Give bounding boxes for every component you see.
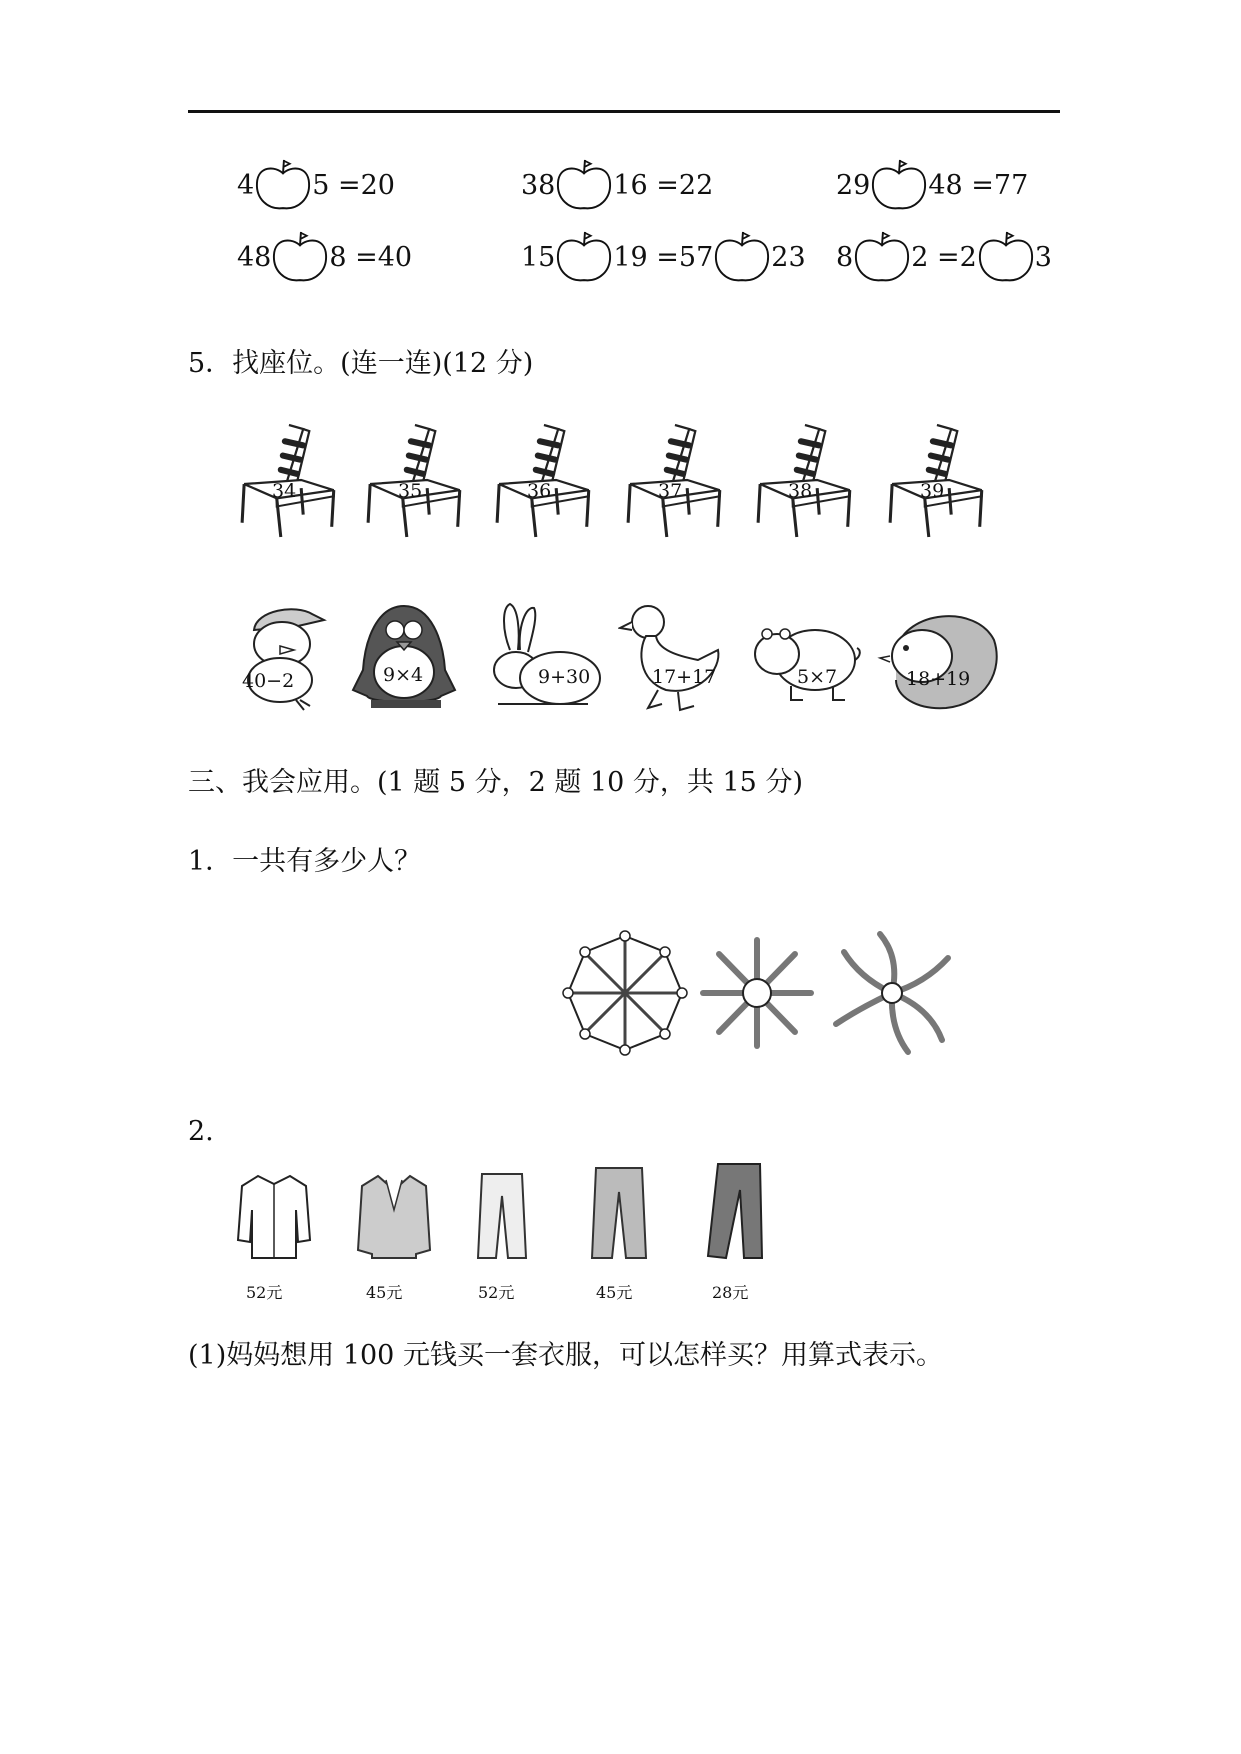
- question-5-title: 5．找座位。(连一连)(12 分): [188, 348, 534, 379]
- equation-operand: 29: [836, 169, 871, 201]
- equation-result: 5 =20: [312, 169, 395, 201]
- price-label: 45元: [366, 1283, 403, 1302]
- price-label: 52元: [246, 1283, 283, 1302]
- equation-operand: 15: [521, 241, 556, 273]
- animal-expression: 9×4: [383, 664, 424, 686]
- equation-operand: 23: [771, 241, 806, 273]
- equation-operand: 48: [237, 241, 272, 273]
- equation-5: [521, 230, 806, 284]
- apple-blank-icon[interactable]: [870, 158, 928, 212]
- people-formations: [560, 928, 940, 1058]
- chair-34[interactable]: [236, 420, 348, 542]
- apple-blank-icon[interactable]: [271, 230, 329, 284]
- people-circle-icon: [560, 928, 690, 1058]
- equation-operand: 4: [237, 169, 255, 201]
- animal-expression: 5×7: [797, 666, 838, 688]
- equation-2: [521, 158, 713, 212]
- chair-38[interactable]: [752, 420, 864, 542]
- chair-number: 34: [272, 480, 297, 502]
- people-star-icon: [695, 928, 820, 1058]
- animal-duck[interactable]: [618, 600, 726, 712]
- animal-penguin[interactable]: [351, 600, 457, 712]
- section-3-title: 三、我会应用。(1 题 5 分，2 题 10 分，共 15 分): [188, 767, 803, 798]
- equation-result: 8 =40: [329, 241, 413, 273]
- penguin-icon: [351, 600, 457, 712]
- clothes-item-pants-white[interactable]: [472, 1170, 552, 1300]
- question-2-1-text: (1)妈妈想用 100 元钱买一套衣服，可以怎样买？用算式表示。: [188, 1340, 943, 1371]
- price-label: 45元: [596, 1283, 633, 1302]
- hippo-icon: [751, 600, 861, 712]
- chair-37[interactable]: [622, 420, 734, 542]
- apple-blank-icon[interactable]: [853, 230, 911, 284]
- pants-gray-icon: [588, 1164, 650, 1262]
- duck-icon: [618, 600, 726, 712]
- pants-dark-icon: [704, 1160, 768, 1262]
- clothes-item-pants-dark[interactable]: [704, 1160, 784, 1300]
- question-1-title: 1．一共有多少人？: [188, 846, 422, 877]
- chair-number: 37: [658, 480, 683, 502]
- clothes-item-coat[interactable]: [236, 1170, 316, 1300]
- clothes-row: [236, 1170, 816, 1305]
- animal-chick[interactable]: [236, 600, 328, 712]
- chair-39[interactable]: [884, 420, 996, 542]
- animal-hedgehog[interactable]: [876, 600, 1006, 712]
- chair-35[interactable]: [362, 420, 474, 542]
- apple-blank-icon[interactable]: [555, 158, 613, 212]
- chair-number: 35: [398, 480, 423, 502]
- equation-operand: 3: [1034, 241, 1052, 273]
- equation-6: [836, 230, 1052, 284]
- top-rule: [188, 110, 1060, 113]
- animals-row: [236, 600, 1036, 715]
- equation-result: 19 =57: [613, 241, 714, 273]
- question-2-number: 2.: [188, 1116, 214, 1147]
- clothes-item-pants-gray[interactable]: [588, 1164, 668, 1300]
- hedgehog-icon: [876, 600, 1006, 712]
- pants-white-icon: [472, 1170, 532, 1262]
- equation-operand: 8: [836, 241, 854, 273]
- clothes-item-jacket[interactable]: [356, 1170, 436, 1300]
- equation-1: [237, 158, 395, 212]
- chairs-row: [236, 420, 1016, 545]
- equation-operand: 38: [521, 169, 556, 201]
- chick-icon: [236, 600, 328, 712]
- equation-4: [237, 230, 412, 284]
- apple-blank-icon[interactable]: [977, 230, 1035, 284]
- rabbit-icon: [488, 600, 604, 712]
- chair-number: 36: [527, 480, 552, 502]
- people-pinwheel-icon: [830, 928, 955, 1058]
- animal-expression: 17+17: [652, 666, 717, 688]
- apple-blank-icon[interactable]: [713, 230, 771, 284]
- animal-hippo[interactable]: [751, 600, 861, 712]
- animal-rabbit[interactable]: [488, 600, 604, 712]
- equation-3: [836, 158, 1028, 212]
- animal-expression: 9+30: [538, 666, 591, 688]
- apple-blank-icon[interactable]: [254, 158, 312, 212]
- price-label: 52元: [478, 1283, 515, 1302]
- chair-36[interactable]: [491, 420, 603, 542]
- animal-expression: 18+19: [906, 668, 971, 690]
- chair-number: 38: [788, 480, 813, 502]
- coat-icon: [236, 1170, 312, 1262]
- jacket-icon: [356, 1170, 432, 1262]
- apple-blank-icon[interactable]: [555, 230, 613, 284]
- equation-result: 2 =2: [911, 241, 977, 273]
- price-label: 28元: [712, 1283, 749, 1302]
- animal-expression: 40−2: [242, 670, 295, 692]
- equation-result: 16 =22: [613, 169, 714, 201]
- equation-result: 48 =77: [928, 169, 1029, 201]
- chair-number: 39: [920, 480, 945, 502]
